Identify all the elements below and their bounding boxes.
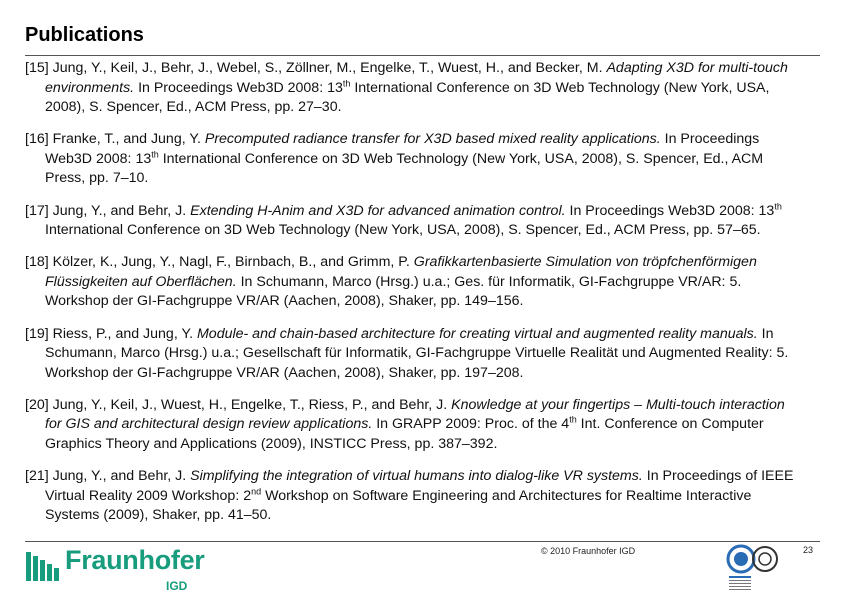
certification-seals — [725, 543, 805, 595]
reference-venue: In Proceedings Web3D 2008: 13 — [138, 79, 343, 96]
reference-item — [25, 59, 805, 118]
reference-title: Knowledge at your fingertips – Multi-touch interaction for GIS and architectural design review applications. — [45, 396, 785, 433]
reference-item — [25, 253, 805, 312]
footer-divider — [25, 541, 820, 542]
header-divider — [25, 55, 820, 56]
reference-item — [25, 325, 805, 384]
reference-ordinal: nd — [251, 485, 262, 496]
reference-venue-rest: International Conference on 3D Web Technology (New York, USA, 2008), S. Spencer, Ed., ACM Press, pp. 57–65. — [45, 222, 761, 239]
reference-label: [19] — [25, 325, 49, 342]
reference-venue-rest: Int. Conference on Computer Graphics Theory and Applications (2009), INSTICC Press, pp. 387–392. — [45, 416, 764, 452]
reference-item — [25, 396, 805, 455]
reference-authors: Jung, Y., Keil, J., Wuest, H., Engelke, T., Riess, P., and Behr, J. — [52, 396, 448, 413]
reference-venue: In GRAPP 2009: Proc. of the 4 — [376, 416, 570, 433]
reference-ordinal: th — [342, 77, 351, 88]
reference-title: Precomputed radiance transfer for X3D based mixed reality applications. — [204, 131, 661, 148]
reference-label: [18] — [25, 254, 49, 271]
reference-venue: In Schumann, Marco (Hrsg.) u.a.; Gesellschaft für Informatik, GI-Fachgruppe Virtuelle Realität und Augmented Reality: 5. Workshop der GI-Fachgruppe VR/AR (Aachen, 2008), Shaker, pp. 197–208. — [45, 325, 789, 381]
reference-label: [21] — [25, 468, 49, 485]
reference-label: [17] — [25, 202, 49, 219]
copyright-notice: © 2010 Fraunhofer IGD — [541, 546, 636, 556]
reference-authors: Jung, Y., Keil, J., Behr, J., Webel, S., Zöllner, M., Engelke, T., Wuest, H., and Becker, M. — [52, 60, 603, 76]
reference-item — [25, 467, 805, 526]
reference-label: [15] — [25, 60, 49, 76]
reference-label: [16] — [25, 131, 49, 148]
reference-venue: In Proceedings of IEEE Virtual Reality 2009 Workshop: 2 — [45, 468, 794, 504]
reference-title: Simplifying the integration of virtual humans into dialog-like VR systems. — [190, 468, 643, 485]
reference-title: Module- and chain-based architecture for creating virtual and augmented reality manuals. — [196, 325, 758, 342]
reference-authors: Franke, T., and Jung, Y. — [52, 131, 201, 148]
logo-institute: IGD — [166, 579, 188, 593]
page-title: Publications — [25, 24, 144, 46]
logo-wordmark: Fraunhofer — [65, 545, 205, 575]
reference-venue-rest: International Conference on 3D Web Technology (New York, USA, 2008), S. Spencer, Ed., ACM Press, pp. 7–10. — [45, 150, 764, 187]
reference-venue: In Proceedings Web3D 2008: 13 — [45, 131, 760, 167]
reference-ordinal: th — [151, 149, 159, 160]
reference-ordinal: th — [774, 200, 782, 211]
reference-title: Grafikkartenbasierte Simulation von tröpfchenförmigen Flüssigkeiten auf Oberflächen. — [45, 254, 757, 290]
certification-seal-icon — [725, 543, 805, 595]
reference-label: [20] — [25, 396, 49, 413]
reference-authors: Jung, Y., and Behr, J. — [52, 202, 187, 219]
reference-item — [25, 130, 805, 189]
reference-item — [25, 202, 805, 241]
reference-venue: In Proceedings Web3D 2008: 13 — [569, 202, 775, 219]
reference-authors: Riess, P., and Jung, Y. — [52, 325, 194, 342]
reference-list — [25, 59, 805, 538]
reference-title: Extending H-Anim and X3D for advanced animation control. — [190, 202, 566, 219]
reference-venue: In Schumann, Marco (Hrsg.) u.a.; Ges. für Informatik, GI-Fachgruppe VR/AR: 5. Workshop der GI-Fachgruppe VR/AR (Aachen, 2008), Shaker, pp. 149–156. — [45, 273, 742, 310]
reference-venue-rest: Workshop on Software Engineering and Architectures for Realtime Interactive Systems (2009), Shaker, pp. 41–50. — [45, 487, 752, 524]
reference-venue-rest: International Conference on 3D Web Technology (New York, USA, 2008), S. Spencer, Ed., ACM Press, pp. 27–30. — [45, 79, 770, 116]
reference-authors: Jung, Y., and Behr, J. — [52, 468, 187, 485]
fraunhofer-emblem-icon — [25, 547, 65, 583]
reference-title: Adapting X3D for multi-touch environments. — [45, 60, 788, 96]
reference-authors: Kölzer, K., Jung, Y., Nagl, F., Birnbach, B., and Grimm, P. — [52, 254, 410, 271]
page-number: 23 — [803, 545, 814, 555]
fraunhofer-logo — [25, 545, 225, 593]
reference-ordinal: th — [569, 414, 577, 425]
